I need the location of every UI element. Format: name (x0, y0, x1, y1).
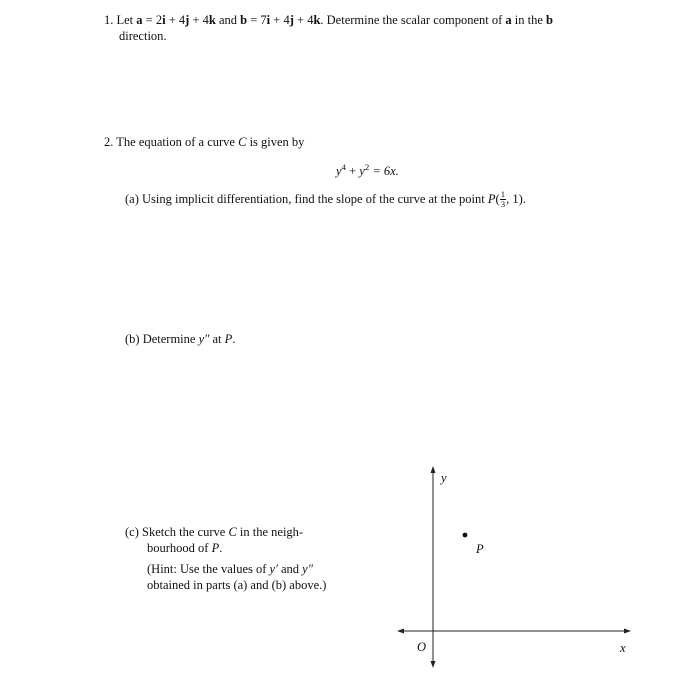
x-axis-label: x (620, 641, 626, 655)
y-axis-label: y (441, 471, 447, 485)
y-axis-arrow-up (431, 466, 436, 473)
x-axis-arrow-right (624, 629, 631, 634)
question-1: 1. Let a = 2i + 4j + 4k and b = 7i + 4j + 4k. Determine the scalar component of a in the b direction. (104, 13, 553, 44)
part-b-label: (b) (125, 332, 140, 346)
part-c-line1: (c) Sketch the curve C in the neigh- (125, 525, 304, 539)
hint-line1: (Hint: Use the values of y′ and y″ (147, 561, 313, 576)
question-1-number: 1. (104, 13, 114, 27)
point-p-dot (463, 533, 468, 538)
hint-line2: obtained in parts (a) and (b) above.) (147, 577, 327, 592)
part-a-label: (a) (125, 191, 139, 206)
curve-equation: $y^4 + y^2 = 6x$. (336, 162, 399, 178)
question-2-intro: 2. The equation of a curve C is given by (104, 135, 305, 149)
part-c-line2: bourhood of P. (147, 541, 223, 556)
part-c-label: (c) (125, 525, 139, 539)
question-2-number: 2. (104, 135, 114, 149)
x-axis-arrow-left (397, 629, 404, 634)
part-b: (b) Determine y″ at P. (125, 332, 236, 346)
part-a: (a) Using implicit differentiation, find the slope of the curve at the point P( $\frac{1}{3}$ , 1). (125, 189, 526, 209)
y-axis-arrow-down (431, 661, 436, 668)
fraction-one-third: $\frac{1}{3}$ (500, 189, 506, 209)
point-p-label: P (476, 542, 484, 556)
origin-label: O (417, 640, 427, 654)
